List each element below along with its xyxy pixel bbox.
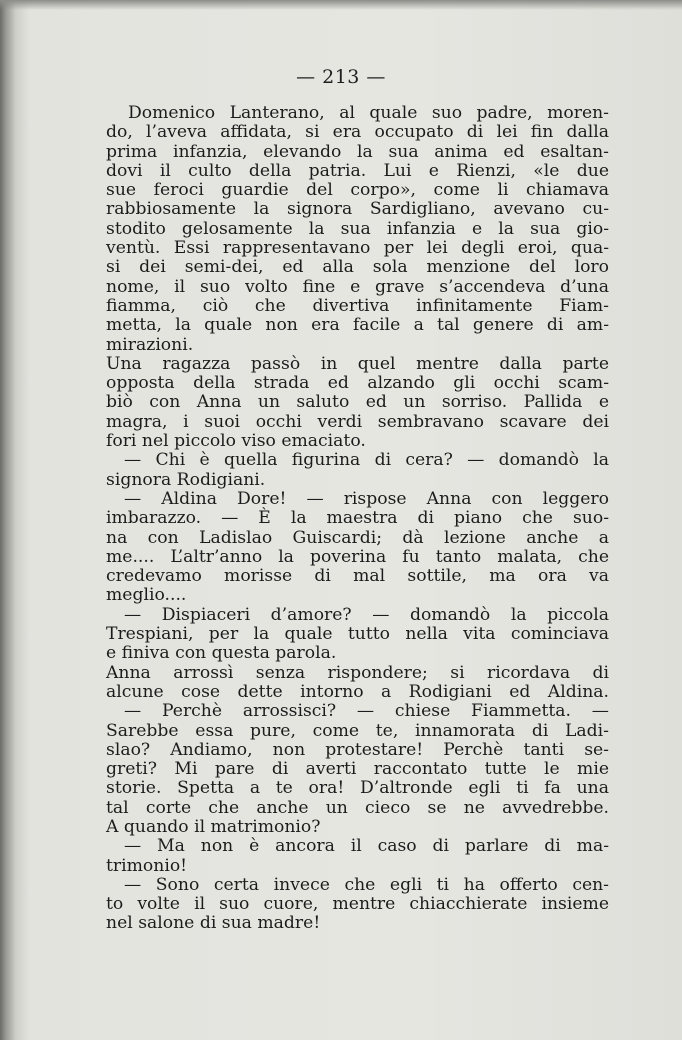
text-line: A quando il matrimonio? — [106, 816, 321, 837]
text-line: — Chi è quella figurina di cera? — domandò la — [124, 450, 609, 471]
text-line: nel salone di sua madre! — [106, 913, 321, 934]
text-line: mirazioni. — [106, 334, 194, 355]
text-line: si dei semi-dei, ed alla sola menzione del loro — [106, 257, 609, 278]
text-line: credevamo morisse di mal sottile, ma ora va — [106, 566, 609, 587]
text-line: imbarazzo. — È la maestra di piano che suo- — [106, 508, 609, 529]
page-edge-shadow — [0, 0, 682, 10]
text-line: — Ma non è ancora il caso di parlare di ma- — [124, 836, 609, 857]
text-line: stodito gelosamente la sua infanzia e la sua gio- — [106, 218, 609, 239]
text-line: metta, la quale non era facile a tal genere di am- — [106, 315, 609, 336]
text-line: alcune cose dette intorno a Rodigiani ed Aldina. — [106, 681, 609, 702]
body-text — [106, 104, 609, 934]
text-line: prima infanzia, elevando la sua anima ed esaltan- — [106, 141, 609, 162]
text-line: storie. Spetta a te ora! D’altronde egli ti fa una — [106, 778, 609, 799]
text-line: biò con Anna un saluto ed un sorriso. Pallida e — [106, 392, 609, 413]
text-line: tal corte che anche un cieco se ne avvedrebbe. — [106, 797, 609, 818]
text-line: fori nel piccolo viso emaciato. — [106, 431, 366, 452]
text-line: signora Rodigiani. — [106, 469, 266, 490]
text-line: dovi il culto della patria. Lui e Rienzi, «le due — [106, 160, 609, 181]
text-line: fiamma, ciò che divertiva infinitamente Fiam- — [106, 295, 609, 316]
text-line: sue feroci guardie del corpo», come li chiamava — [106, 180, 609, 201]
text-line: — Perchè arrossisci? — chiese Fiammetta. — — [124, 701, 609, 722]
text-line: Una ragazza passò in quel mentre dalla parte — [106, 353, 609, 374]
text-line: magra, i suoi occhi verdi sembravano scavare dei — [106, 411, 609, 432]
text-line: — Dispiaceri d’amore? — domandò la piccola — [124, 604, 609, 625]
text-line: ventù. Essi rappresentavano per lei degli eroi, qua- — [106, 238, 609, 259]
text-line: greti? Mi pare di averti raccontato tutte le mie — [106, 759, 609, 780]
text-line: me.... L’altr’anno la poverina fu tanto malata, che — [106, 546, 609, 567]
text-line: to volte il suo cuore, mentre chiacchierate insieme — [106, 894, 609, 915]
text-line: nome, il suo volto fine e grave s’accendeva d’una — [106, 276, 609, 297]
text-line: trimonio! — [106, 855, 188, 876]
text-line: rabbiosamente la signora Sardigliano, avevano cu- — [106, 199, 609, 220]
text-line: do, l’aveva affidata, si era occupato di lei fin dalla — [106, 122, 609, 143]
text-line: e finiva con questa parola. — [106, 643, 337, 664]
text-line: meglio.... — [106, 585, 187, 606]
text-line: — Sono certa invece che egli ti ha offerto cen- — [124, 874, 609, 895]
text-line: Sarebbe essa pure, come te, innamorata di Ladi- — [106, 720, 609, 741]
text-line: slao? Andiamo, non protestare! Perchè tanti se- — [106, 739, 609, 760]
text-line: Domenico Lanterano, al quale suo padre, moren- — [128, 103, 609, 123]
page-number: — 213 — — [296, 66, 386, 88]
text-line: na con Ladislao Guiscardi; dà lezione anche a — [106, 527, 609, 548]
text-line: — Aldina Dore! — rispose Anna con leggero — [124, 488, 609, 509]
text-line: Trespiani, per la quale tutto nella vita cominciava — [106, 624, 609, 645]
text-line: Anna arrossì senza rispondere; si ricordava di — [106, 662, 609, 683]
text-line: opposta della strada ed alzando gli occhi scam- — [106, 373, 609, 394]
